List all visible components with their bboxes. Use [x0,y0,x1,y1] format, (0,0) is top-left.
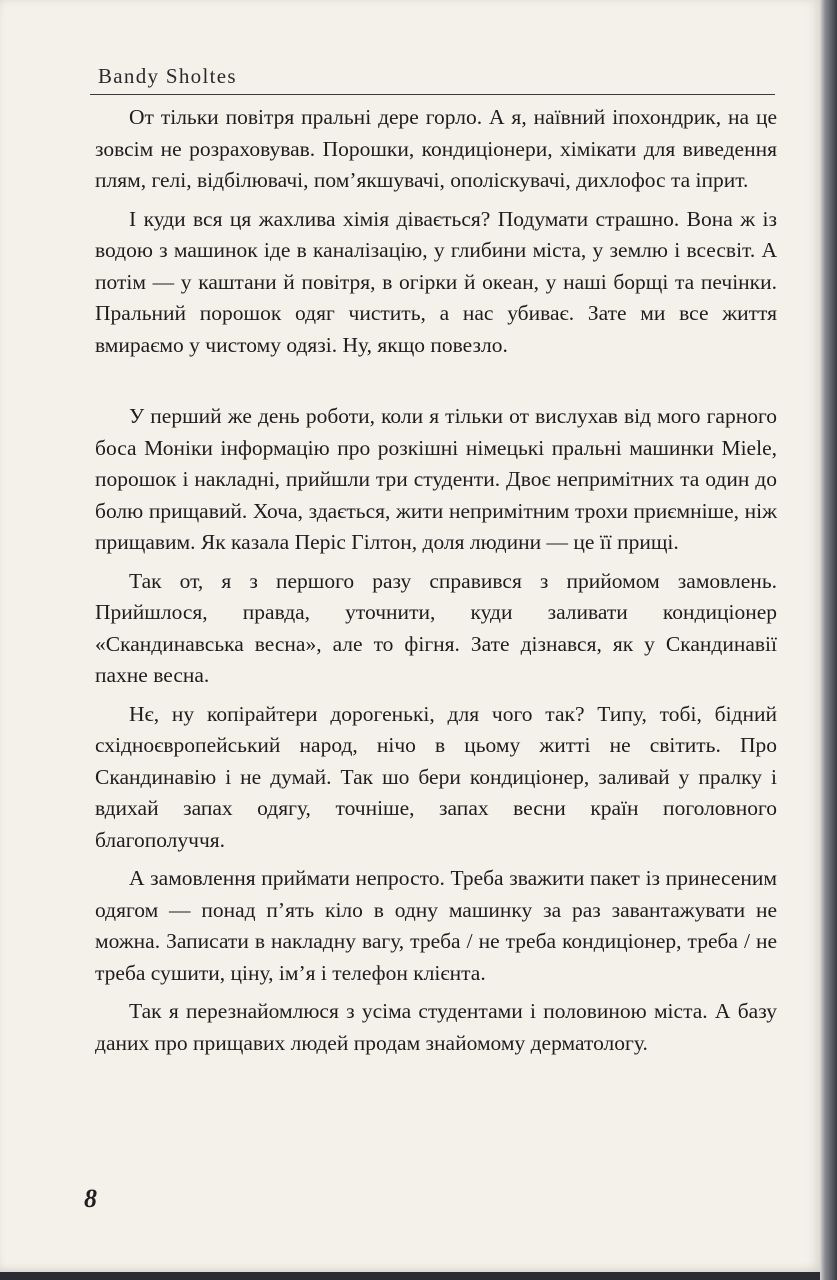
running-title: Bandy Sholtes [98,64,237,88]
page-number: 8 [84,1184,97,1213]
book-edge-shadow [820,0,837,1280]
paragraph: Нє, ну копірайтери дорогенькі, для чого так? Типу, тобі, бідний східноєвропейський народ, нічо в цьому житті не світить. Про Скандинавію і не думай. Так шо бери кондиціонер, заливай у пралку і вдихай запах одягу, точніше, запах весни країн поголовного благополуччя. [95,701,777,852]
running-header [90,62,775,95]
paragraph: Так от, я з першого разу справився з прийомом замовлень. Прийшлося, правда, уточнити, куди заливати кондиціонер «Скандинавська весна», але то фігня. Зате дізнався, як у Скандинавії пахне весна. [95,568,777,687]
paragraph: От тільки повітря пральні дере горло. А я, наївний іпохондрик, на це зовсім не розраховував. Порошки, кондиціонери, хімікати для виведення плям, гелі, відбілювачі, пом’якшувачі, ополіскувачі, дихлофос та іприт. [95,105,777,192]
body-text [95,102,777,1059]
paragraph: І куди вся ця жахлива хімія дівається? Подумати страшно. Вона ж із водою з машинок іде в каналізацію, у глибини міста, у землю і всесвіт. А потім — у каштани й повітря, в огірки й океан, у наші борщі та печінки. Пральний порошок одяг чистить, а нас убиває. Зате ми все життя вмираємо у чистому одязі. Ну, якщо повезло. [95,206,777,357]
paragraph: У перший же день роботи, коли я тільки от вислухав від мого гарного боса Моніки інформацію про розкішні німецькі пральні машинки Miele, порошок і накладні, прийшли три студенти. Двоє непримітних та один до болю прищавий. Хоча, здається, жити непримітним трохи приємніше, ніж прищавим. Як казала Періс Гілтон, доля людини — це її прищі. [95,404,777,554]
paragraph: Так я перезнайомлюся з усіма студентами і половиною міста. А базу даних про прищавих людей продам знайомому дерматологу. [95,999,777,1055]
paragraph: А замовлення приймати непросто. Треба зважити пакет із принесеним одягом — понад п’ять кіло в одну машинку за раз завантажувати не можна. Записати в накладну вагу, треба / не треба кондиціонер, треба / не треба сушити, ціну, ім’я і телефон клієнта. [95,866,777,985]
